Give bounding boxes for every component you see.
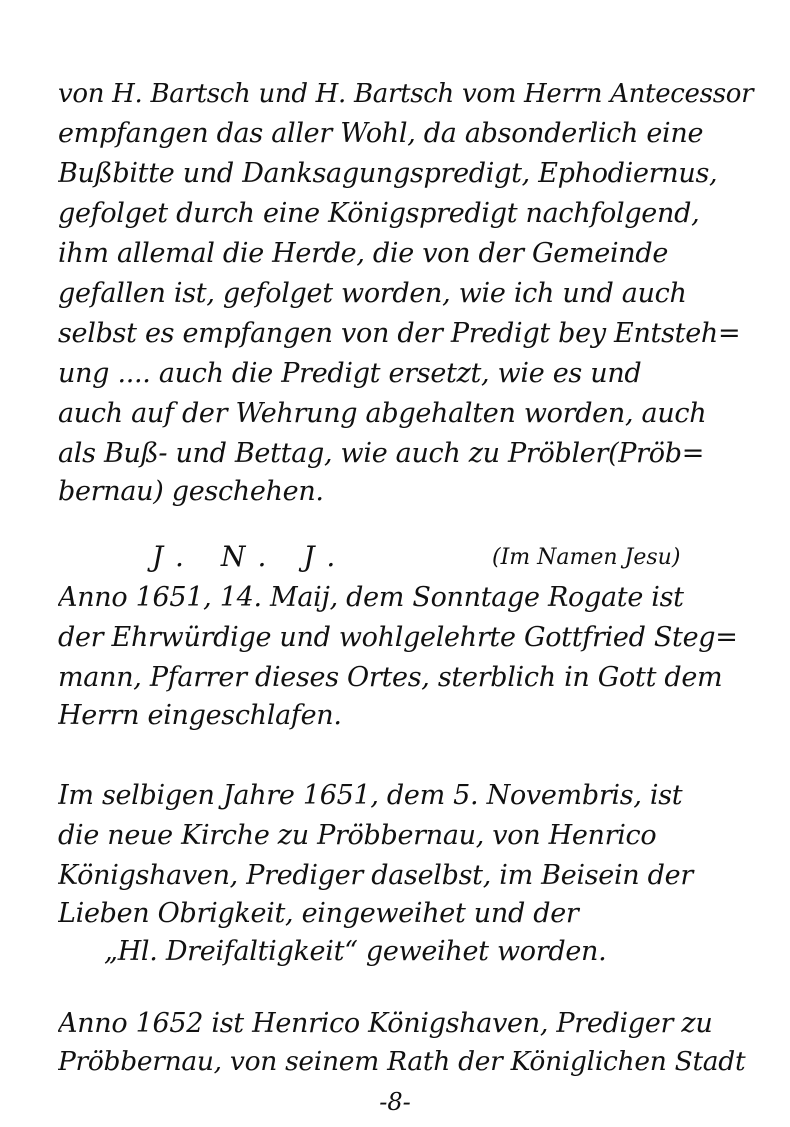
text-line: mann, Pfarrer dieses Ortes, sterblich in Gott dem [58,662,723,693]
text-line: von H. Bartsch und H. Bartsch vom Herrn Antecessor [58,79,754,109]
text-line: Pröbbernau, von seinem Rath der Königlichen Stadt [58,1046,746,1077]
text-line: gefolget durch eine Königspredigt nachfolgend, [58,198,700,229]
text-line: Herrn eingeschlafen. [58,700,342,731]
text-line: auch auf der Wehrung abgehalten worden, auch [58,398,707,429]
text-line: Im selbigen Jahre 1651, dem 5. Novembris, ist [58,780,683,811]
text-line: Anno 1652 ist Henrico Königshaven, Prediger zu [58,1008,713,1039]
text-line: Anno 1651, 14. Maij, dem Sonntage Rogate ist [58,582,684,613]
text-line: ung .... auch die Predigt ersetzt, wie es und [58,358,642,389]
text-line: „Hl. Dreifaltigkeit“ geweihet worden. [104,936,607,967]
text-line: Königshaven, Prediger daselbst, im Beisein der [58,860,693,891]
text-line: als Buß- und Bettag, wie auch zu Pröbler(Pröb= [58,438,705,469]
text-line: Lieben Obrigkeit, eingeweihet und der [58,898,579,929]
text-line: gefallen ist, gefolget worden, wie ich und auch [58,278,687,309]
text-line: die neue Kirche zu Pröbbernau, von Henrico [58,820,657,851]
text-line: empfangen das aller Wohl, da absonderlich eine [58,118,704,149]
heading-note: (Im Namen Jesu) [492,545,681,570]
text-line: bernau) geschehen. [58,476,324,507]
text-line: der Ehrwürdige und wohlgelehrte Gottfried Steg= [58,622,738,653]
text-line: ihm allemal die Herde, die von der Gemeinde [58,238,669,269]
page-number: -8- [379,1088,411,1116]
section-heading: J. N. J. [152,540,350,573]
text-line: Bußbitte und Danksagungspredigt, Ephodiernus, [58,158,718,189]
text-line: selbst es empfangen von der Predigt bey Entsteh= [58,318,741,349]
